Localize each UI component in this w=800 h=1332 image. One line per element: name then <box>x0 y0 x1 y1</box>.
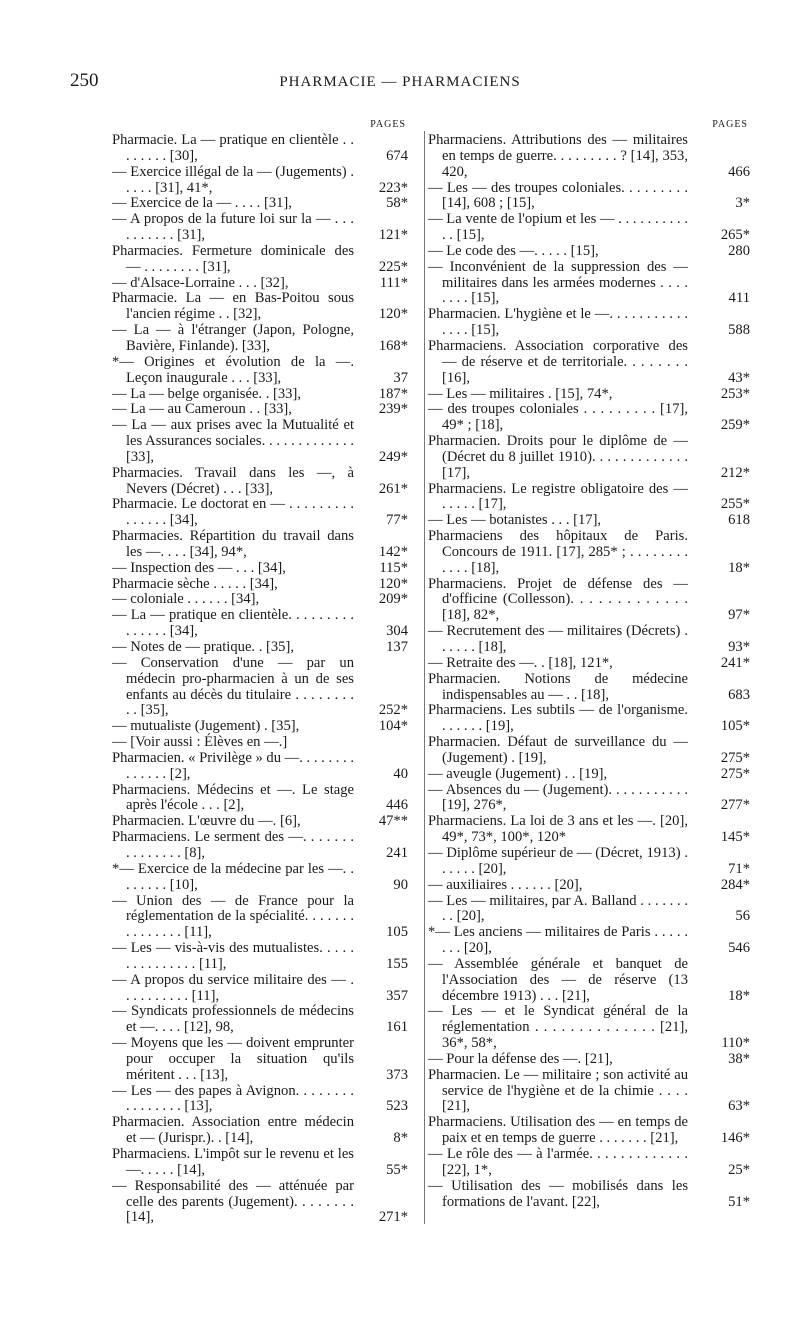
entry-page: 97* <box>728 607 750 624</box>
index-entry <box>424 656 750 672</box>
entry-page: 523 <box>386 1098 408 1115</box>
index-entry <box>112 973 408 1005</box>
index-entry <box>424 672 750 704</box>
entry-page: 249* <box>378 448 408 465</box>
entry-text: Pharmacien. L'œuvre du —. [6], <box>112 813 301 830</box>
entry-text: — La — belge organisée. . [33], <box>112 385 301 402</box>
index-entry <box>112 814 408 830</box>
entry-text: — Recrutement des — militaires (Décrets) . . . . . . [18], <box>428 623 688 655</box>
index-entry <box>424 244 750 260</box>
entry-text: Pharmaciens. La loi de 3 ans et les —. [20], 49*, 73*, 100*, 120* <box>428 813 688 846</box>
entry-text: — aveugle (Jugement) . . [19], <box>428 765 608 782</box>
entry-page: 284* <box>720 876 750 893</box>
index-entry <box>424 482 750 514</box>
entry-page: 155 <box>386 955 408 972</box>
left-column <box>112 117 408 1226</box>
entry-page: 40 <box>393 765 408 782</box>
entry-page: 18* <box>728 987 750 1004</box>
entry-page: 120* <box>378 306 408 323</box>
index-entry <box>424 735 750 767</box>
entry-text: Pharmacies. Répartition du travail dans les —. . . . [34], 94*, <box>112 528 354 560</box>
entry-page: 280 <box>728 242 750 259</box>
entry-text: Pharmacien. Association entre médecin et — (Jurispr.). . [14], <box>112 1114 354 1147</box>
entry-page: 255* <box>720 496 750 513</box>
index-entry <box>424 212 750 244</box>
entry-page: 18* <box>728 559 750 576</box>
index-entry <box>112 466 408 498</box>
entry-text: Pharmaciens. L'impôt sur le revenu et les —. . . . . [14], <box>112 1146 354 1178</box>
index-entry <box>424 1052 750 1068</box>
right-entry-list <box>424 133 750 1210</box>
entry-page: 275* <box>720 765 750 782</box>
entry-text: — [Voir aussi : Élèves en —.] <box>112 734 288 751</box>
entry-text: *— Les anciens — militaires de Paris . . . . . . . . [20], <box>428 924 688 957</box>
entry-page: 223* <box>378 179 408 196</box>
entry-text: — La — pratique en clientèle. . . . . . . . . . . . . . . [34], <box>112 607 354 640</box>
index-entry <box>424 1115 750 1147</box>
entry-text: Pharmaciens. Médecins et —. Le stage après l'école . . . [2], <box>112 781 354 814</box>
entry-page: 142* <box>378 543 408 560</box>
entry-text: — mutualiste (Jugement) . [35], <box>112 718 300 735</box>
index-entry <box>112 323 408 355</box>
index-entry <box>112 719 408 735</box>
entry-page: 411 <box>728 290 750 307</box>
entry-text: — Union des — de France pour la réglementation de la spécialité. . . . . . . . . . . . . . . [11], <box>112 892 354 941</box>
index-entry <box>424 513 750 529</box>
running-head: PHARMACIE — PHARMACIENS <box>279 74 521 90</box>
entry-text: Pharmacien. « Privilège » du —. . . . . . . . . . . . . . [2], <box>112 749 354 782</box>
index-entry <box>424 307 750 339</box>
entry-text: — Moyens que les — doivent emprunter pour occuper la situation qu'ils méritent . . . [13], <box>112 1035 354 1083</box>
index-entry <box>112 196 408 212</box>
index-entry <box>424 133 750 181</box>
index-entry <box>424 925 750 957</box>
entry-page: 105* <box>720 718 750 735</box>
entry-page: 146* <box>720 1130 750 1147</box>
entry-page: 277* <box>720 797 750 814</box>
entry-page: 71* <box>728 860 750 877</box>
index-entry <box>112 862 408 894</box>
index-entry <box>112 497 408 529</box>
entry-page: 225* <box>378 258 408 275</box>
entry-page: 77* <box>386 512 408 529</box>
entry-page: 56 <box>735 908 750 925</box>
entry-page: 212* <box>720 464 750 481</box>
index-entry <box>112 1115 408 1147</box>
entry-page: 58* <box>386 195 408 212</box>
entry-text: — Conservation d'une — par un médecin pro-pharmacien à un de ses enfants au décès du titulaire . . . . . . . . . . [35], <box>112 654 354 719</box>
entry-text: — Les — militaires, par A. Balland . . . . . . . . . [20], <box>428 892 688 925</box>
index-entry <box>112 830 408 862</box>
entry-page: 145* <box>720 829 750 846</box>
index-entry <box>424 894 750 926</box>
entry-text: — auxiliaires . . . . . . [20], <box>428 876 583 893</box>
index-entry <box>424 181 750 213</box>
entry-text: Pharmacies. Fermeture dominicale des — . . . . . . . . [31], <box>112 242 354 275</box>
index-entry <box>424 1068 750 1116</box>
entry-page: 618 <box>728 512 750 529</box>
entry-page: 241* <box>720 654 750 671</box>
index-entry <box>112 608 408 640</box>
index-entry <box>112 402 408 418</box>
index-entry <box>424 260 750 308</box>
entry-page: 241 <box>386 844 408 861</box>
entry-page: 259* <box>720 417 750 434</box>
entry-text: — Le rôle des — à l'armée. . . . . . . . . . . . . [22], 1*, <box>428 1146 688 1178</box>
entry-text: — Inconvénient de la suppression des — militaires dans les armées modernes . . . . . . . . [15], <box>428 258 688 307</box>
entry-text: — coloniale . . . . . . [34], <box>112 591 260 608</box>
entry-page: 271* <box>378 1209 408 1226</box>
entry-text: Pharmacie. La — pratique en clientèle . . . . . . . . [30], <box>112 132 354 164</box>
entry-page: 55* <box>386 1161 408 1178</box>
entry-text: Pharmaciens. Les subtils — de l'organisme. . . . . . . [19], <box>428 702 688 735</box>
entry-page: 466 <box>728 163 750 180</box>
index-entry <box>112 1036 408 1084</box>
index-entry <box>424 1004 750 1052</box>
entry-text: Pharmaciens des hôpitaux de Paris. Concours de 1911. [17], 285* ; . . . . . . . . . . . . [18], <box>428 528 688 576</box>
entry-text: — Diplôme supérieur de — (Décret, 1913) . . . . . . [20], <box>428 844 688 877</box>
pages-label: PAGES <box>370 119 406 130</box>
entry-page: 115* <box>379 559 408 576</box>
entry-page: 47** <box>378 813 408 830</box>
index-entry <box>112 735 408 751</box>
entry-page: 3* <box>735 195 750 212</box>
entry-text: — Notes de — pratique. . [35], <box>112 639 294 655</box>
index-entry <box>112 387 408 403</box>
index-entry <box>424 767 750 783</box>
index-entry <box>424 783 750 815</box>
index-entry <box>424 339 750 387</box>
entry-text: — Syndicats professionnels de médecins et —. . . . [12], 98, <box>112 1003 354 1036</box>
entry-text: — La vente de l'opium et les — . . . . . . . . . . . . [15], <box>428 211 688 244</box>
entry-page: 373 <box>386 1066 408 1083</box>
entry-text: — Les — des troupes coloniales. . . . . . . . . [14], 608 ; [15], <box>428 179 688 212</box>
entry-text: — La — aux prises avec la Mutualité et les Assurances sociales. . . . . . . . . . . . . [33], <box>112 417 354 465</box>
entry-text: Pharmaciens. Association corporative des — de réserve et de territoriale. . . . . . . . [16], <box>428 337 688 386</box>
page-number: 250 <box>70 70 99 91</box>
entry-text: Pharmaciens. Attributions des — militaires en temps de guerre. . . . . . . . . ? [14], 353, 420, <box>428 132 688 180</box>
index-entry <box>424 814 750 846</box>
entry-page: 239* <box>378 401 408 418</box>
index-entry <box>112 244 408 276</box>
entry-text: — Les — des papes à Avignon. . . . . . . . . . . . . . . . [13], <box>112 1082 354 1115</box>
entry-page: 105 <box>386 924 408 941</box>
entry-text: Pharmacien. L'hygiène et le —. . . . . . . . . . . . . . . [15], <box>428 306 688 339</box>
entry-page: 137 <box>386 639 408 655</box>
index-entry <box>424 624 750 656</box>
entry-text: — Inspection des — . . . [34], <box>112 559 286 576</box>
entry-page: 43* <box>728 369 750 386</box>
entry-page: 252* <box>378 702 408 719</box>
index-entry <box>112 1004 408 1036</box>
index-entry <box>112 1084 408 1116</box>
pages-label: PAGES <box>712 119 748 130</box>
index-entry <box>112 529 408 561</box>
entry-page: 304 <box>386 623 408 640</box>
index-entry <box>112 276 408 292</box>
left-entry-list <box>112 133 408 1226</box>
entry-text: — Absences du — (Jugement). . . . . . . . . . . [19], 276*, <box>428 781 688 814</box>
index-entry <box>112 941 408 973</box>
entry-page: 110* <box>721 1035 750 1052</box>
entry-page: 265* <box>720 227 750 244</box>
entry-text: — Les — militaires . [15], 74*, <box>428 385 613 402</box>
index-entry <box>112 577 408 593</box>
entry-page: 546 <box>728 940 750 957</box>
entry-text: Pharmacien. Droits pour le diplôme de — (Décret du 8 juillet 1910). . . . . . . . . . . . . [17], <box>428 433 688 481</box>
entry-text: Pharmacie. Le doctorat en — . . . . . . . . . . . . . . . [34], <box>112 496 354 529</box>
entry-page: 120* <box>378 575 408 592</box>
entry-page: 588 <box>728 322 750 339</box>
index-entry <box>112 1147 408 1179</box>
entry-page: 253* <box>720 385 750 402</box>
entry-text: Pharmacie sèche . . . . . [34], <box>112 575 278 592</box>
entry-page: 446 <box>386 797 408 814</box>
entry-page: 51* <box>728 1193 750 1210</box>
entry-page: 275* <box>720 749 750 766</box>
index-entry <box>112 592 408 608</box>
entry-page: 25* <box>728 1161 750 1178</box>
index-entry <box>424 387 750 403</box>
index-entry <box>424 1147 750 1179</box>
index-entry <box>112 751 408 783</box>
index-entry <box>112 656 408 719</box>
entry-text: Pharmacien. Le — militaire ; son activité au service de l'hygiène et de la chimie . . . . [21], <box>428 1066 688 1115</box>
entry-text: Pharmacie. La — en Bas-Poitou sous l'ancien régime . . [32], <box>112 290 354 323</box>
entry-text: Pharmaciens. Le serment des —. . . . . . . . . . . . . . . [8], <box>112 829 354 861</box>
index-entry <box>112 133 408 165</box>
entry-text: Pharmaciens. Le registre obligatoire des — . . . . . [17], <box>428 480 688 513</box>
entry-text: Pharmaciens. Projet de défense des — d'officine (Collesson). . . . . . . . . . . . . [18], 82*, <box>428 575 688 624</box>
index-entry <box>424 434 750 482</box>
entry-text: — Exercice illégal de la — (Jugements) . . . . . [31], 41*, <box>112 163 354 196</box>
entry-text: — Les — vis-à-vis des mutualistes. . . . . . . . . . . . . . . [11], <box>112 940 354 972</box>
entry-text: — Assemblée générale et banquet de l'Association des — de réserve (13 décembre 1913) . . . [21], <box>428 955 688 1004</box>
entry-text: — La — au Cameroun . . [33], <box>112 401 292 418</box>
entry-page: 357 <box>386 987 408 1004</box>
entry-text: Pharmacien. Défaut de surveillance du — (Jugement) . [19], <box>428 734 688 766</box>
entry-text: — Exercice de la — . . . . [31], <box>112 195 292 212</box>
entry-page: 37 <box>393 369 408 386</box>
entry-page: 104* <box>378 718 408 735</box>
entry-text: — A propos de la future loi sur la — . . . . . . . . . . [31], <box>112 211 354 244</box>
entry-page: 161 <box>386 1019 408 1036</box>
index-entry <box>112 165 408 197</box>
entry-page: 8* <box>393 1130 408 1147</box>
entry-text: — Les — botanistes . . . [17], <box>428 512 602 529</box>
index-entry <box>424 577 750 625</box>
index-entry <box>424 1179 750 1211</box>
entry-page: 187* <box>378 385 408 402</box>
index-entry <box>112 418 408 466</box>
index-entry <box>424 529 750 577</box>
entry-page: 209* <box>378 591 408 608</box>
index-entry <box>112 783 408 815</box>
entry-text: Pharmacies. Travail dans les —, à Nevers (Décret) . . . [33], <box>112 464 354 497</box>
index-entry <box>424 402 750 434</box>
index-entry <box>112 212 408 244</box>
entry-text: — Responsabilité des — atténuée par celle des parents (Jugement). . . . . . . . [14], <box>112 1177 354 1226</box>
entry-text: — La — à l'étranger (Japon, Pologne, Bavière, Finlande). [33], <box>112 322 354 354</box>
page-header <box>0 70 800 100</box>
entry-text: Pharmacien. Notions de médecine indispensables au — . . [18], <box>428 670 688 703</box>
index-entry <box>424 703 750 735</box>
entry-text: — Utilisation des — mobilisés dans les formations de l'avant. [22], <box>428 1177 688 1210</box>
entry-text: — Pour la défense des —. [21], <box>428 1050 613 1067</box>
entry-page: 63* <box>728 1098 750 1115</box>
index-entry <box>112 1179 408 1227</box>
entry-page: 683 <box>728 686 750 703</box>
entry-page: 168* <box>378 337 408 354</box>
right-column <box>424 117 750 1210</box>
entry-text: — des troupes coloniales . . . . . . . . . [17], 49* ; [18], <box>428 401 688 434</box>
entry-text: — A propos du service militaire des — . . . . . . . . . . [11], <box>112 971 354 1004</box>
index-entry <box>112 561 408 577</box>
entry-text: — Retraite des —. . [18], 121*, <box>428 654 613 671</box>
entry-page: 93* <box>728 639 750 655</box>
index-entry <box>112 894 408 942</box>
entry-page: 121* <box>378 227 408 244</box>
entry-text: — d'Alsace-Lorraine . . . [32], <box>112 274 289 291</box>
entry-text: — Le code des —. . . . . [15], <box>428 242 599 259</box>
index-entry <box>424 846 750 878</box>
entry-page: 90 <box>393 876 408 893</box>
index-entry <box>112 291 408 323</box>
index-entry <box>112 640 408 656</box>
entry-text: — Les — et le Syndicat général de la réglementation . . . . . . . . . . . . . . [21], 36*, 58*, <box>428 1003 688 1052</box>
entry-text: *— Exercice de la médecine par les —. . . . . . . . [10], <box>112 860 354 893</box>
index-entry <box>112 355 408 387</box>
index-entry <box>424 957 750 1005</box>
entry-page: 674 <box>386 147 408 164</box>
entry-text: *— Origines et évolution de la —. Leçon inaugurale . . . [33], <box>112 353 354 386</box>
entry-page: 261* <box>378 480 408 497</box>
entry-text: Pharmaciens. Utilisation des — en temps de paix et en temps de guerre . . . . . . . [21], <box>428 1114 688 1147</box>
entry-page: 38* <box>728 1050 750 1067</box>
entry-page: 111* <box>379 274 408 291</box>
index-entry <box>424 878 750 894</box>
